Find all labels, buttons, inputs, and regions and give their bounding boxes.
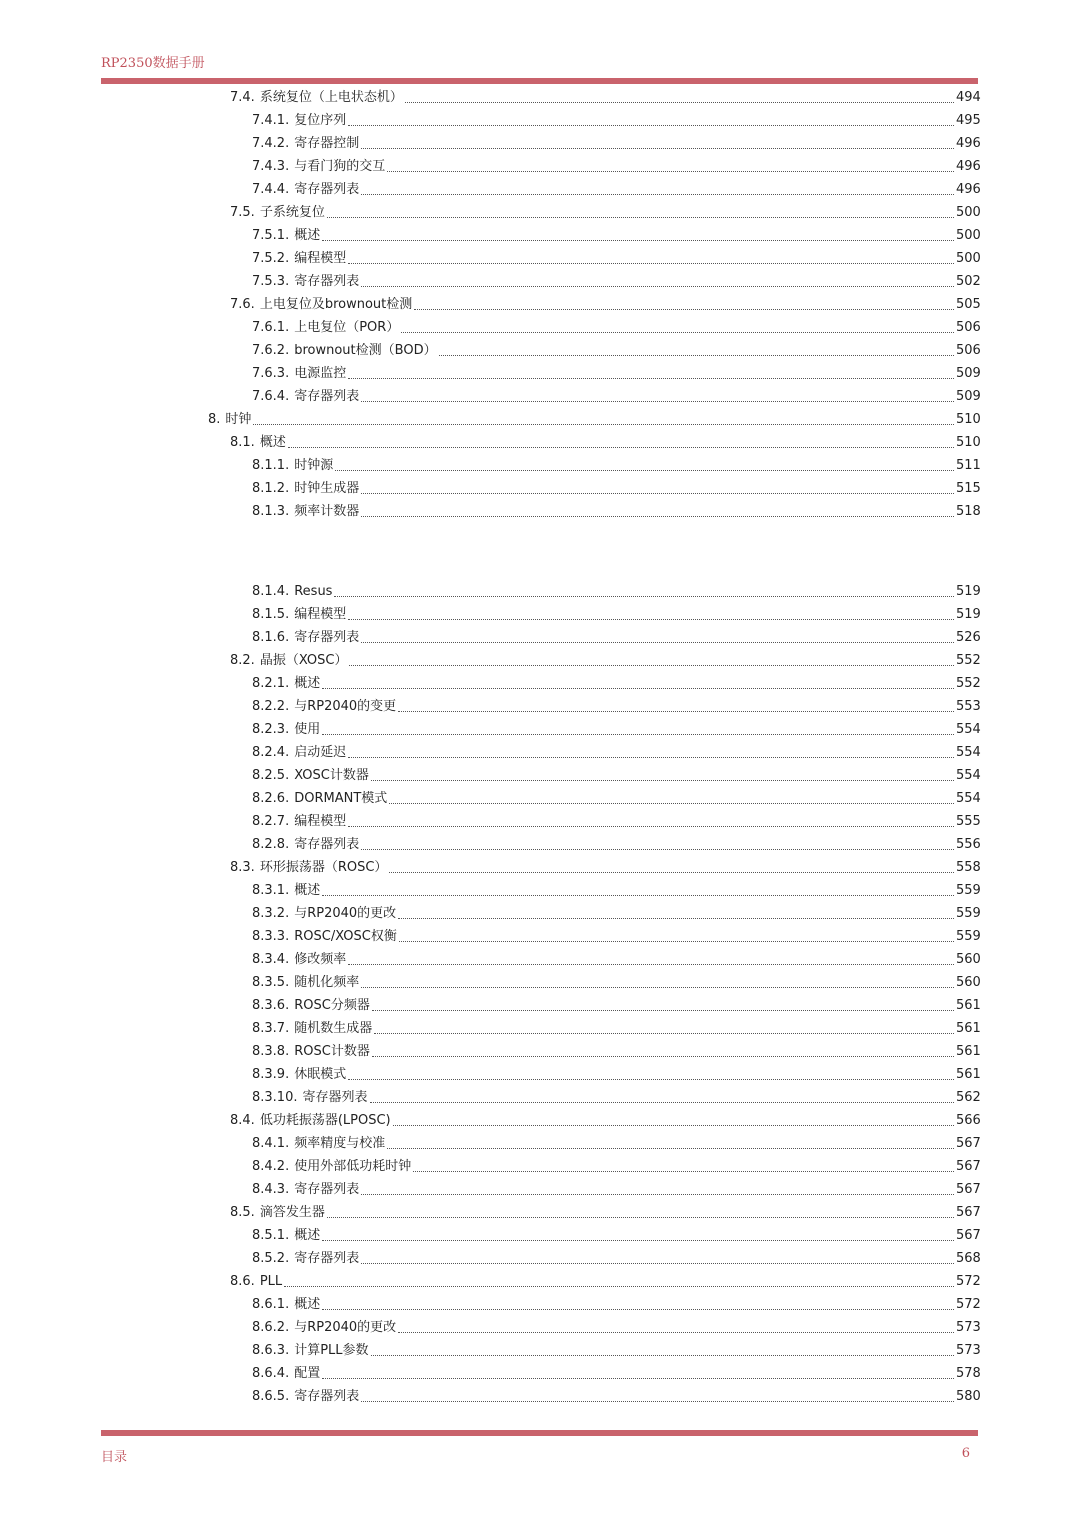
toc-entry-number: 8.5.2. bbox=[252, 1251, 290, 1266]
toc-entry-page: 552 bbox=[956, 676, 981, 691]
toc-block-lower bbox=[0, 577, 1080, 1405]
toc-leader-dots bbox=[322, 895, 954, 896]
toc-entry-title: 随机化频率 bbox=[294, 975, 360, 990]
toc-entry-page: 568 bbox=[956, 1251, 981, 1266]
toc-entry[interactable] bbox=[0, 106, 980, 129]
document-title: RP2350数据手册 bbox=[101, 56, 205, 71]
toc-entry[interactable] bbox=[0, 1014, 980, 1037]
toc-entry-number: 8.6.3. bbox=[252, 1343, 290, 1358]
toc-entry-number: 8.4. bbox=[230, 1113, 255, 1128]
toc-entry-page: 578 bbox=[956, 1366, 981, 1381]
toc-entry-number: 8.3.9. bbox=[252, 1067, 290, 1082]
toc-leader-dots bbox=[361, 1401, 954, 1402]
toc-entry-page: 500 bbox=[956, 205, 981, 220]
toc-entry-title: XOSC计数器 bbox=[294, 768, 369, 783]
toc-entry-number: 8.3.7. bbox=[252, 1021, 290, 1036]
toc-entry-page: 552 bbox=[956, 653, 981, 668]
toc-leader-dots bbox=[361, 286, 954, 287]
toc-leader-dots bbox=[322, 688, 954, 689]
toc-entry-title: 配置 bbox=[294, 1366, 321, 1381]
toc-entry-title: 概述 bbox=[294, 676, 321, 691]
toc-entry[interactable] bbox=[0, 497, 980, 520]
toc-entry-title: 寄存器列表 bbox=[294, 837, 360, 852]
toc-entry[interactable] bbox=[0, 738, 980, 761]
toc-entry-page: 558 bbox=[956, 860, 981, 875]
toc-entry-page: 559 bbox=[956, 929, 981, 944]
toc-entry-title: 上电复位（POR） bbox=[294, 320, 400, 335]
toc-entry[interactable] bbox=[0, 577, 980, 600]
toc-entry-page: 553 bbox=[956, 699, 981, 714]
toc-entry[interactable] bbox=[0, 1290, 980, 1313]
toc-leader-dots bbox=[361, 1194, 954, 1195]
toc-entry-title: 子系统复位 bbox=[259, 205, 325, 220]
toc-leader-dots bbox=[322, 734, 954, 735]
toc-leader-dots bbox=[348, 1079, 954, 1080]
toc-entry-title: 频率精度与校准 bbox=[294, 1136, 386, 1151]
toc-entry-title: 寄存器控制 bbox=[294, 136, 360, 151]
toc-entry-number: 8.6.2. bbox=[252, 1320, 290, 1335]
toc-entry-title: 使用 bbox=[294, 722, 321, 737]
toc-entry-number: 8.6.4. bbox=[252, 1366, 290, 1381]
toc-entry-number: 7.4. bbox=[230, 90, 255, 105]
toc-leader-dots bbox=[361, 194, 954, 195]
toc-entry-page: 505 bbox=[956, 297, 981, 312]
toc-leader-dots bbox=[322, 1240, 954, 1241]
toc-entry-page: 519 bbox=[956, 584, 981, 599]
toc-entry-page: 506 bbox=[956, 343, 981, 358]
toc-entry-page: 561 bbox=[956, 1044, 981, 1059]
toc-entry-number: 7.4.3. bbox=[252, 159, 290, 174]
toc-entry-page: 494 bbox=[956, 90, 981, 105]
toc-leader-dots bbox=[439, 355, 954, 356]
toc-leader-dots bbox=[322, 1378, 954, 1379]
toc-entry-title: 上电复位及brownout检测 bbox=[259, 297, 413, 312]
toc-entry-page: 518 bbox=[956, 504, 981, 519]
toc-leader-dots bbox=[372, 1010, 954, 1011]
toc-entry[interactable] bbox=[0, 405, 980, 428]
toc-leader-dots bbox=[284, 1286, 954, 1287]
toc-entry-number: 8.2.8. bbox=[252, 837, 290, 852]
toc-leader-dots bbox=[348, 125, 954, 126]
toc-leader-dots bbox=[361, 493, 954, 494]
toc-block-upper bbox=[0, 83, 1080, 520]
toc-leader-dots bbox=[371, 1355, 954, 1356]
toc-entry-page: 502 bbox=[956, 274, 981, 289]
toc-leader-dots bbox=[374, 1033, 954, 1034]
toc-entry[interactable] bbox=[0, 336, 980, 359]
toc-entry-title: 寄存器列表 bbox=[294, 389, 360, 404]
toc-leader-dots bbox=[399, 941, 954, 942]
toc-entry[interactable] bbox=[0, 244, 980, 267]
toc-entry-page: 560 bbox=[956, 975, 981, 990]
toc-entry[interactable] bbox=[0, 221, 980, 244]
toc-entry-page: 566 bbox=[956, 1113, 981, 1128]
toc-entry[interactable] bbox=[0, 830, 980, 853]
toc-entry-number: 8.5. bbox=[230, 1205, 255, 1220]
toc-entry[interactable] bbox=[0, 451, 980, 474]
toc-entry-number: 8.1.2. bbox=[252, 481, 290, 496]
toc-entry-number: 8.3.2. bbox=[252, 906, 290, 921]
toc-entry-number: 8.3.10. bbox=[252, 1090, 298, 1105]
toc-entry-number: 8.1.3. bbox=[252, 504, 290, 519]
toc-entry[interactable] bbox=[0, 1083, 980, 1106]
toc-leader-dots bbox=[348, 826, 954, 827]
toc-leader-dots bbox=[361, 1263, 954, 1264]
toc-leader-dots bbox=[361, 516, 954, 517]
toc-entry-title: 时钟源 bbox=[294, 458, 334, 473]
toc-entry-page: 556 bbox=[956, 837, 981, 852]
toc-entry-title: 修改频率 bbox=[294, 952, 347, 967]
toc-entry[interactable] bbox=[0, 1129, 980, 1152]
footer-section-label: 目录 bbox=[101, 1450, 128, 1465]
toc-entry-title: 寄存器列表 bbox=[294, 182, 360, 197]
toc-entry-page: 496 bbox=[956, 182, 981, 197]
toc-leader-dots bbox=[322, 1309, 954, 1310]
toc-entry-title: 系统复位（上电状态机） bbox=[259, 90, 403, 105]
toc-entry[interactable] bbox=[0, 853, 980, 876]
toc-entry-title: 电源监控 bbox=[294, 366, 347, 381]
toc-entry[interactable] bbox=[0, 1244, 980, 1267]
toc-entry-title: 与RP2040的更改 bbox=[294, 906, 397, 921]
toc-entry-page: 554 bbox=[956, 791, 981, 806]
toc-entry-number: 8.3. bbox=[230, 860, 255, 875]
toc-entry[interactable] bbox=[0, 876, 980, 899]
toc-entry[interactable] bbox=[0, 1106, 980, 1129]
toc-leader-dots bbox=[393, 1125, 954, 1126]
toc-entry-title: brownout检测（BOD） bbox=[294, 343, 437, 358]
toc-entry-title: ROSC/XOSC权衡 bbox=[294, 929, 397, 944]
toc-entry-page: 561 bbox=[956, 1021, 981, 1036]
toc-entry[interactable] bbox=[0, 267, 980, 290]
toc-entry[interactable] bbox=[0, 761, 980, 784]
toc-entry-number: 8.1. bbox=[230, 435, 255, 450]
toc-entry[interactable] bbox=[0, 623, 980, 646]
toc-entry-number: 8.2.3. bbox=[252, 722, 290, 737]
toc-entry-number: 8.5.1. bbox=[252, 1228, 290, 1243]
toc-entry-page: 567 bbox=[956, 1205, 981, 1220]
toc-leader-dots bbox=[348, 964, 954, 965]
toc-entry-page: 567 bbox=[956, 1159, 981, 1174]
toc-leader-dots bbox=[405, 102, 954, 103]
toc-entry[interactable] bbox=[0, 1221, 980, 1244]
toc-entry[interactable] bbox=[0, 945, 980, 968]
toc-leader-dots bbox=[348, 378, 954, 379]
toc-leader-dots bbox=[398, 1332, 954, 1333]
toc-entry-number: 8.3.6. bbox=[252, 998, 290, 1013]
toc-leader-dots bbox=[372, 1056, 954, 1057]
toc-entry-number: 7.6.1. bbox=[252, 320, 290, 335]
toc-entry-title: PLL bbox=[259, 1274, 283, 1289]
toc-entry[interactable] bbox=[0, 152, 980, 175]
toc-entry-title: 编程模型 bbox=[294, 814, 347, 829]
toc-entry-page: 555 bbox=[956, 814, 981, 829]
toc-leader-dots bbox=[401, 332, 954, 333]
toc-entry[interactable] bbox=[0, 692, 980, 715]
toc-entry-page: 510 bbox=[956, 412, 981, 427]
toc-entry-page: 495 bbox=[956, 113, 981, 128]
toc-entry[interactable] bbox=[0, 1175, 980, 1198]
toc-entry[interactable] bbox=[0, 1336, 980, 1359]
toc-entry-page: 559 bbox=[956, 883, 981, 898]
footer-rule bbox=[101, 1430, 978, 1436]
toc-entry-page: 561 bbox=[956, 998, 981, 1013]
toc-leader-dots bbox=[387, 171, 954, 172]
toc-entry-number: 8.2.6. bbox=[252, 791, 290, 806]
toc-entry-page: 509 bbox=[956, 389, 981, 404]
toc-entry-number: 7.5.2. bbox=[252, 251, 290, 266]
toc-entry[interactable] bbox=[0, 1152, 980, 1175]
toc-leader-dots bbox=[361, 642, 954, 643]
toc-entry-title: 与RP2040的变更 bbox=[294, 699, 397, 714]
toc-entry-number: 8.1.6. bbox=[252, 630, 290, 645]
toc-entry[interactable] bbox=[0, 474, 980, 497]
toc-entry[interactable] bbox=[0, 129, 980, 152]
toc-entry-title: ROSC计数器 bbox=[294, 1044, 370, 1059]
toc-leader-dots bbox=[398, 918, 954, 919]
toc-entry[interactable] bbox=[0, 899, 980, 922]
toc-entry[interactable] bbox=[0, 991, 980, 1014]
toc-entry-number: 8.6.1. bbox=[252, 1297, 290, 1312]
toc-entry-title: 编程模型 bbox=[294, 607, 347, 622]
toc-entry-title: 概述 bbox=[294, 883, 321, 898]
toc-entry-number: 7.5.3. bbox=[252, 274, 290, 289]
toc-entry-title: 启动延迟 bbox=[294, 745, 347, 760]
toc-leader-dots bbox=[361, 849, 954, 850]
toc-entry-title: 环形振荡器（ROSC） bbox=[259, 860, 388, 875]
toc-entry-title: 与看门狗的交互 bbox=[294, 159, 386, 174]
toc-entry-number: 8.3.4. bbox=[252, 952, 290, 967]
toc-entry-title: 休眠模式 bbox=[294, 1067, 347, 1082]
toc-entry-page: 500 bbox=[956, 251, 981, 266]
toc-entry[interactable] bbox=[0, 198, 980, 221]
toc-entry-title: 低功耗振荡器(LPOSC) bbox=[259, 1113, 391, 1128]
toc-entry-page: 561 bbox=[956, 1067, 981, 1082]
toc-entry-page: 500 bbox=[956, 228, 981, 243]
toc-entry[interactable] bbox=[0, 83, 980, 106]
toc-entry-number: 7.6.3. bbox=[252, 366, 290, 381]
toc-entry[interactable] bbox=[0, 968, 980, 991]
toc-entry-number: 7.6. bbox=[230, 297, 255, 312]
toc-entry-number: 8.3.5. bbox=[252, 975, 290, 990]
toc-entry-number: 8.2.7. bbox=[252, 814, 290, 829]
toc-entry-title: 计算PLL参数 bbox=[294, 1343, 369, 1358]
toc-entry-number: 8.3.3. bbox=[252, 929, 290, 944]
toc-entry-title: 随机数生成器 bbox=[294, 1021, 373, 1036]
toc-entry-title: 频率计数器 bbox=[294, 504, 360, 519]
toc-entry-number: 8.1.4. bbox=[252, 584, 290, 599]
toc-entry-title: 寄存器列表 bbox=[302, 1090, 368, 1105]
toc-entry-title: 时钟 bbox=[225, 412, 252, 427]
toc-entry[interactable] bbox=[0, 1198, 980, 1221]
toc-leader-dots bbox=[327, 217, 954, 218]
toc-entry-page: 496 bbox=[956, 136, 981, 151]
toc-entry-page: 510 bbox=[956, 435, 981, 450]
toc-leader-dots bbox=[398, 711, 954, 712]
toc-entry-title: 时钟生成器 bbox=[294, 481, 360, 496]
toc-entry-page: 572 bbox=[956, 1274, 981, 1289]
toc-leader-dots bbox=[288, 447, 954, 448]
toc-entry-number: 8.4.3. bbox=[252, 1182, 290, 1197]
toc-leader-dots bbox=[361, 401, 954, 402]
toc-entry[interactable] bbox=[0, 1060, 980, 1083]
toc-entry-page: 509 bbox=[956, 366, 981, 381]
toc-entry-page: 559 bbox=[956, 906, 981, 921]
toc-leader-dots bbox=[387, 1148, 954, 1149]
toc-entry-title: 寄存器列表 bbox=[294, 1182, 360, 1197]
toc-entry-page: 572 bbox=[956, 1297, 981, 1312]
toc-entry-page: 567 bbox=[956, 1136, 981, 1151]
toc-entry-title: 复位序列 bbox=[294, 113, 347, 128]
toc-entry[interactable] bbox=[0, 1382, 980, 1405]
toc-leader-dots bbox=[348, 263, 954, 264]
toc-entry-page: 580 bbox=[956, 1389, 981, 1404]
toc-entry-number: 7.6.2. bbox=[252, 343, 290, 358]
toc-entry-page: 506 bbox=[956, 320, 981, 335]
toc-entry-number: 8.3.1. bbox=[252, 883, 290, 898]
toc-entry[interactable] bbox=[0, 600, 980, 623]
toc-leader-dots bbox=[327, 1217, 954, 1218]
toc-entry-number: 8.4.2. bbox=[252, 1159, 290, 1174]
toc-entry-number: 8.2.4. bbox=[252, 745, 290, 760]
toc-entry-number: 7.6.4. bbox=[252, 389, 290, 404]
toc-entry-number: 7.4.1. bbox=[252, 113, 290, 128]
toc-entry-page: 526 bbox=[956, 630, 981, 645]
toc-entry-title: 寄存器列表 bbox=[294, 274, 360, 289]
toc-leader-dots bbox=[389, 872, 954, 873]
toc-entry[interactable] bbox=[0, 669, 980, 692]
toc-entry-number: 8.1.5. bbox=[252, 607, 290, 622]
page-number: 6 bbox=[961, 1446, 970, 1461]
toc-entry-title: 使用外部低功耗时钟 bbox=[294, 1159, 412, 1174]
toc-entry-page: 562 bbox=[956, 1090, 981, 1105]
toc-entry-number: 7.5.1. bbox=[252, 228, 290, 243]
toc-entry[interactable] bbox=[0, 1313, 980, 1336]
toc-leader-dots bbox=[361, 148, 954, 149]
toc-entry-title: 概述 bbox=[294, 1297, 321, 1312]
toc-entry-title: ROSC分频器 bbox=[294, 998, 370, 1013]
toc-entry[interactable] bbox=[0, 715, 980, 738]
toc-leader-dots bbox=[348, 757, 954, 758]
toc-entry-title: 寄存器列表 bbox=[294, 1251, 360, 1266]
toc-entry-title: 概述 bbox=[294, 1228, 321, 1243]
toc-entry-page: 567 bbox=[956, 1228, 981, 1243]
toc-entry-number: 8.6. bbox=[230, 1274, 255, 1289]
toc-entry-number: 7.4.2. bbox=[252, 136, 290, 151]
toc-entry-page: 567 bbox=[956, 1182, 981, 1197]
toc-entry-page: 560 bbox=[956, 952, 981, 967]
toc-leader-dots bbox=[389, 803, 954, 804]
toc-entry-number: 8.2.2. bbox=[252, 699, 290, 714]
toc-entry[interactable] bbox=[0, 784, 980, 807]
toc-entry-number: 8.6.5. bbox=[252, 1389, 290, 1404]
toc-entry-title: DORMANT模式 bbox=[294, 791, 388, 806]
toc-entry-page: 515 bbox=[956, 481, 981, 496]
toc-entry[interactable] bbox=[0, 290, 980, 313]
toc-leader-dots bbox=[322, 240, 954, 241]
toc-leader-dots bbox=[335, 470, 954, 471]
toc-entry-number: 7.4.4. bbox=[252, 182, 290, 197]
toc-entry-number: 8. bbox=[208, 412, 221, 427]
toc-entry-title: 与RP2040的更改 bbox=[294, 1320, 397, 1335]
toc-entry-page: 496 bbox=[956, 159, 981, 174]
toc-entry-page: 519 bbox=[956, 607, 981, 622]
toc-entry-number: 8.2. bbox=[230, 653, 255, 668]
toc-entry[interactable] bbox=[0, 1267, 980, 1290]
toc-leader-dots bbox=[413, 1171, 954, 1172]
toc-entry[interactable] bbox=[0, 1037, 980, 1060]
toc-entry[interactable] bbox=[0, 382, 980, 405]
toc-entry-title: 滴答发生器 bbox=[259, 1205, 325, 1220]
toc-leader-dots bbox=[361, 987, 954, 988]
toc-entry-number: 7.5. bbox=[230, 205, 255, 220]
toc-entry-title: 晶振（XOSC） bbox=[259, 653, 348, 668]
toc-entry-number: 8.1.1. bbox=[252, 458, 290, 473]
toc-entry-page: 573 bbox=[956, 1320, 981, 1335]
toc-entry-number: 8.3.8. bbox=[252, 1044, 290, 1059]
toc-leader-dots bbox=[349, 665, 954, 666]
toc-leader-dots bbox=[414, 309, 954, 310]
toc-entry-page: 511 bbox=[956, 458, 981, 473]
toc-entry-title: 概述 bbox=[259, 435, 286, 450]
toc-entry[interactable] bbox=[0, 313, 980, 336]
toc-entry-page: 554 bbox=[956, 768, 981, 783]
toc-entry[interactable] bbox=[0, 922, 980, 945]
toc-entry-number: 8.2.5. bbox=[252, 768, 290, 783]
toc-entry[interactable] bbox=[0, 175, 980, 198]
toc-entry[interactable] bbox=[0, 359, 980, 382]
toc-leader-dots bbox=[371, 780, 954, 781]
toc-leader-dots bbox=[334, 596, 954, 597]
toc-entry[interactable] bbox=[0, 646, 980, 669]
toc-entry-page: 573 bbox=[956, 1343, 981, 1358]
toc-entry[interactable] bbox=[0, 807, 980, 830]
toc-entry-page: 554 bbox=[956, 722, 981, 737]
toc-entry-title: 概述 bbox=[294, 228, 321, 243]
toc-leader-dots bbox=[370, 1102, 955, 1103]
toc-leader-dots bbox=[348, 619, 954, 620]
toc-entry[interactable] bbox=[0, 1359, 980, 1382]
toc-entry-title: Resus bbox=[294, 584, 333, 599]
toc-entry-title: 寄存器列表 bbox=[294, 1389, 360, 1404]
toc-entry[interactable] bbox=[0, 428, 980, 451]
toc-entry-page: 554 bbox=[956, 745, 981, 760]
toc-entry-title: 寄存器列表 bbox=[294, 630, 360, 645]
toc-entry-number: 8.2.1. bbox=[252, 676, 290, 691]
toc-entry-title: 编程模型 bbox=[294, 251, 347, 266]
toc-leader-dots bbox=[253, 424, 954, 425]
toc-entry-number: 8.4.1. bbox=[252, 1136, 290, 1151]
